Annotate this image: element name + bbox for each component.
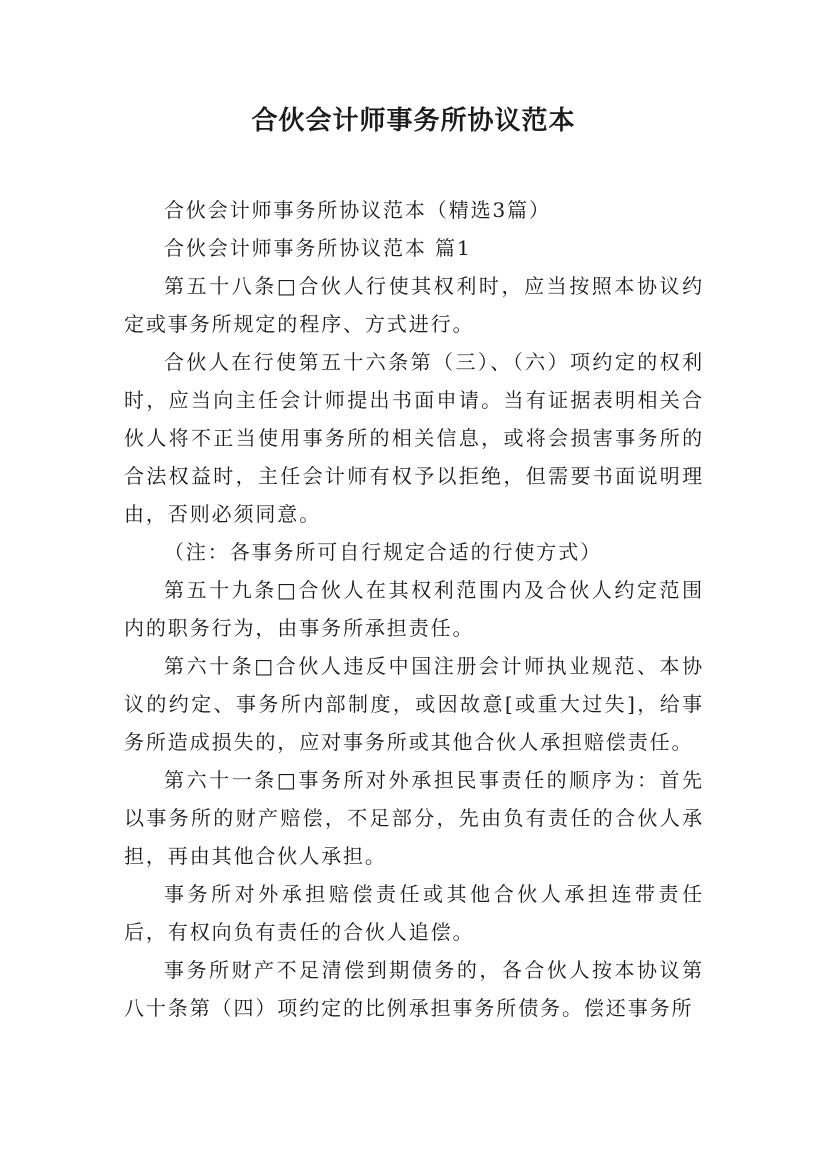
paragraph-article-58: 第五十八条□合伙人行使其权利时，应当按照本协议约定或事务所规定的程序、方式进行。: [124, 274, 704, 336]
document-body: [124, 191, 704, 1027]
paragraph-article-60: 第六十条□合伙人违反中国注册会计师执业规范、本协议的约定、事务所内部制度，或因故意[或重大过失]，给事务所造成损失的，应对事务所或其他合伙人承担赔偿责任。: [124, 654, 704, 754]
paragraph-note: （注：各事务所可自行规定合适的行使方式）: [164, 540, 602, 564]
paragraph-article-59: 第五十九条□合伙人在其权利范围内及合伙人约定范围内的职务行为，由事务所承担责任。: [124, 578, 704, 640]
paragraph-rights-application: 合伙人在行使第五十六条第（三）、（六）项约定的权利时，应当向主任会计师提出书面申请。当有证据表明相关合伙人将不正当使用事务所的相关信息，或将会损害事务所的合法权益时，主任会计师有权予以拒绝，但需要书面说明理由，否则必须同意。: [124, 350, 704, 526]
paragraph-section-title: 合伙会计师事务所协议范本 篇1: [164, 236, 472, 260]
paragraph-debt-liability: 事务所财产不足清偿到期债务的，各合伙人按本协议第八十条第（四）项约定的比例承担事务所债务。偿还事务所: [124, 958, 704, 1020]
paragraph-article-61: 第六十一条□事务所对外承担民事责任的顺序为：首先以事务所的财产赔偿，不足部分，先由负有责任的合伙人承担，再由其他合伙人承担。: [124, 768, 704, 868]
paragraph-heading: 合伙会计师事务所协议范本（精选3篇）: [164, 198, 551, 222]
document-title: 合伙会计师事务所协议范本: [251, 106, 576, 136]
paragraph-recourse: 事务所对外承担赔偿责任或其他合伙人承担连带责任后，有权向负有责任的合伙人追偿。: [124, 882, 704, 944]
